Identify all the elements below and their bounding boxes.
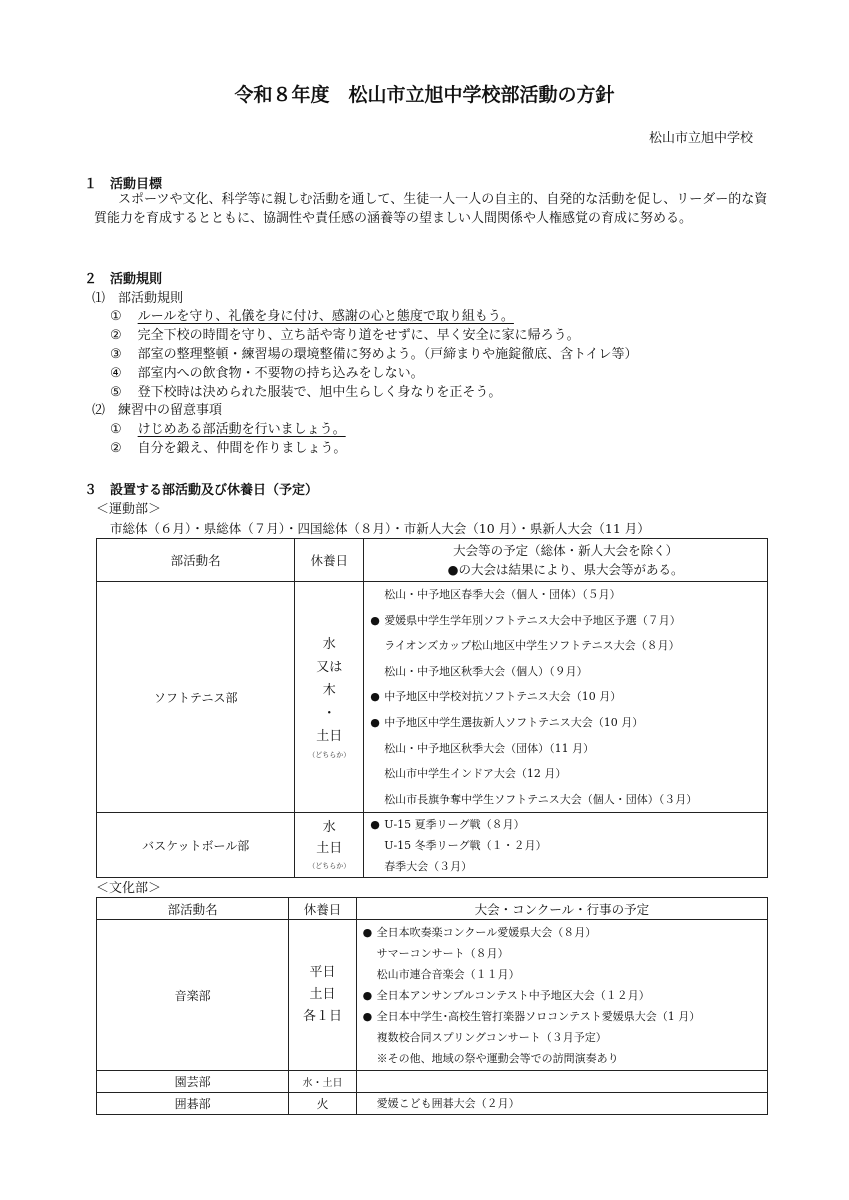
rule-item: [110, 362, 424, 381]
rest-day: 木: [322, 682, 336, 698]
event-item: 複数校合同スプリングコンサート（３月予定）: [376, 1030, 607, 1044]
page-title: 令和８年度 松山市立旭中学校部活動の方針: [234, 84, 615, 106]
table-header-row: [97, 898, 768, 920]
event-item: ● 全日本アンサンブルコンテスト中予地区大会（１２月）: [362, 988, 650, 1002]
rule-item: [110, 343, 638, 362]
event-item: ● 中予地区中学生選抜新人ソフトテニス大会（10 月）: [370, 715, 644, 729]
event-item: ※その他、地域の祭や運動会等での訪問演奏あり: [376, 1051, 619, 1065]
header-rest-day: 休養日: [295, 539, 364, 582]
rest-day-cell: [295, 813, 364, 878]
event-item: 松山市連合音楽会（１１月）: [376, 967, 520, 981]
rule-text: 部室の整理整頓・練習場の環境整備に努めよう。（戸締まりや施錠徹底、含トイレ等）: [137, 347, 638, 362]
rule-item: [110, 324, 580, 343]
header-events: [364, 539, 768, 582]
rest-day-cell: [289, 920, 356, 1071]
rest-day: 土日: [316, 728, 343, 744]
culture-table: [96, 897, 768, 1115]
rest-day-cell: [295, 582, 364, 813]
events-cell: 愛媛こども囲碁大会（２月）: [356, 1093, 767, 1115]
rest-day: 水: [322, 820, 336, 836]
header-events-line1: 大会等の予定（総体・新人大会を除く）: [453, 543, 679, 558]
event-item: 春季大会（３月）: [384, 859, 473, 873]
rule-text: 部室内への飲食物・不要物の持ち込みをしない。: [137, 366, 424, 381]
event-item: 松山・中予地区秋季大会（団体）（11 月）: [384, 741, 595, 755]
notes-subheading: ⑵ 練習中の留意事項: [92, 403, 223, 418]
events-cell: [364, 813, 768, 878]
rest-day-note: （どちらか）: [308, 750, 351, 759]
rest-day: 平日: [309, 965, 336, 980]
event-item: ライオンズカップ松山地区中学生ソフトテニス大会（８月）: [384, 639, 680, 653]
note-text: けじめある部活動を行いましょう。: [137, 422, 346, 437]
rule-text: 完全下校の時間を守り、立ち話や寄り道をせずに、早く安全に家に帰ろう。: [137, 328, 580, 343]
header-club-name: 部活動名: [97, 898, 289, 920]
club-name-cell: 音楽部: [97, 920, 289, 1071]
club-name-cell: バスケットボール部: [97, 813, 295, 878]
culture-label: ＜文化部＞: [96, 881, 162, 896]
note-text: 自分を鍛え、仲間を作りましょう。: [137, 441, 347, 456]
rest-day: 水: [322, 636, 336, 652]
rule-number: ①: [110, 309, 122, 324]
club-name-cell: ソフトテニス部: [97, 582, 295, 813]
rule-text: ルールを守り、礼儀を身に付け、感謝の心と態度で取り組もう。: [137, 309, 514, 324]
rules-subheading: ⑴ 部活動規則: [92, 291, 184, 306]
event-item: 松山市中学生インドア大会（12 月）: [384, 767, 567, 781]
note-number: ①: [110, 422, 122, 437]
event-item: ● 中予地区中学校対抗ソフトテニス大会（10 月）: [370, 690, 622, 704]
section-3-heading: ３ 設置する部活動及び休養日（予定）: [84, 483, 319, 498]
event-item: ● U‐15 夏季リーグ戦（８月）: [370, 817, 525, 831]
rule-item: [110, 381, 501, 400]
rule-number: ③: [110, 347, 122, 362]
header-events-line2: ●の大会は結果により、県大会等がある。: [447, 562, 684, 577]
sports-table: [96, 538, 768, 878]
sports-label: ＜運動部＞: [96, 502, 162, 517]
event-item: U‐15 冬季リーグ戦（１・２月）: [384, 838, 547, 852]
table-row: [97, 1093, 768, 1115]
event-item: サマーコンサート（８月）: [376, 946, 509, 960]
events-cell: [356, 1071, 767, 1093]
rule-text: 登下校時は決められた服装で、旭中生らしく身なりを正そう。: [137, 385, 502, 400]
table-row: [97, 920, 768, 1071]
event-item: ● 全日本吹奏楽コンクール愛媛県大会（８月）: [362, 925, 597, 939]
club-name-cell: 園芸部: [97, 1071, 289, 1093]
header-club-name: 部活動名: [97, 539, 295, 582]
rest-day: 土日: [316, 841, 343, 857]
rule-number: ⑤: [110, 385, 122, 400]
events-cell: [356, 920, 767, 1071]
club-name-cell: 囲碁部: [97, 1093, 289, 1115]
table-row: [97, 813, 768, 878]
rule-number: ②: [110, 328, 122, 343]
sports-schedule: 市総体（６月）・県総体（７月）・四国総体（８月）・市新人大会（10 月）・県新人大会（11 月）: [110, 521, 650, 536]
event-item: ● 愛媛県中学生学年別ソフトテニス大会中予地区予選（７月）: [370, 613, 681, 627]
note-item: [110, 418, 346, 437]
events-cell: [364, 582, 768, 813]
rest-day-cell: 水・土日: [289, 1071, 356, 1093]
section-1-text: スポーツや文化、科学等に親しむ活動を通して、生徒一人一人の自主的、自発的な活動を促し、リーダー的な資質能力を育成するとともに、協調性や責任感の涵養等の望ましい人間関係や人権感覚の育成に努める。: [94, 192, 768, 226]
section-1-heading: １ 活動目標: [84, 177, 163, 192]
event-item: 松山・中予地区春季大会（個人・団体）（５月）: [384, 588, 621, 601]
event-item: 松山・中予地区秋季大会（個人）（９月）: [384, 664, 588, 678]
school-name: 松山市立旭中学校: [648, 131, 753, 146]
event-item: 松山市長旗争奪中学生ソフトテニス大会（個人・団体）（３月）: [384, 792, 698, 806]
table-header-row: [97, 539, 768, 582]
note-number: ②: [110, 441, 122, 456]
rest-day: 又は: [316, 659, 343, 675]
table-row: [97, 582, 768, 813]
rest-day-note: （どちらか）: [308, 862, 351, 871]
rest-day: 各１日: [302, 1009, 342, 1024]
note-item: [110, 437, 346, 456]
table-row: [97, 1071, 768, 1093]
header-rest-day: 休養日: [289, 898, 356, 920]
rest-day: ・: [322, 705, 336, 721]
rule-number: ④: [110, 366, 122, 381]
header-events: 大会・コンクール・行事の予定: [356, 898, 767, 920]
rule-item: [110, 305, 514, 324]
rest-day: 土日: [309, 987, 336, 1002]
event-item: ● 全日本中学生･高校生管打楽器ソロコンテスト愛媛県大会（1 月）: [362, 1009, 701, 1023]
section-2-heading: ２ 活動規則: [84, 272, 163, 287]
rest-day-cell: 火: [289, 1093, 356, 1115]
